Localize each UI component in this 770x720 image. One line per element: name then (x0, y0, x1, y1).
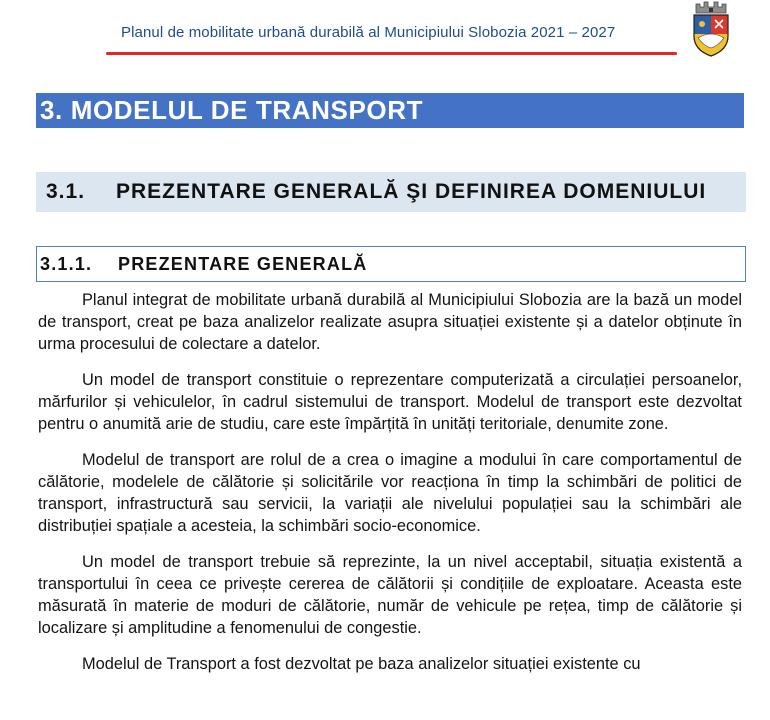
subsubsection-title: PREZENTARE GENERALĂ (118, 254, 368, 274)
paragraph: Planul integrat de mobilitate urbană durabilă al Municipiului Slobozia are la bază un model de transport, creat pe baza analizelor realizate asupra situației existente și a datelor obținute în urma procesului de colectare a datelor. (38, 291, 742, 353)
body-text (38, 289, 742, 689)
paragraph: Modelul de Transport a fost dezvoltat pe baza analizelor situației existente cu (82, 655, 641, 673)
header-underline (106, 52, 677, 55)
subsubsection-number: 3.1.1. (40, 254, 93, 274)
subsection-heading (36, 172, 746, 212)
slobozia-coat-of-arms-icon (688, 0, 734, 58)
section-heading: 3. MODELUL DE TRANSPORT (36, 93, 744, 128)
paragraph: Un model de transport trebuie să reprezinte, la un nivel acceptabil, situația existentă a transportului în ceea ce privește cererea de călătorii și condițiile de exploatare. Aceasta este măsurată în materie de moduri de călătorie, număr de vehicule pe rețea, timp de călătorie și localizare și amplitudine a fenomenului de congestie. (38, 553, 742, 637)
paragraph: Modelul de transport are rolul de a crea o imagine a modului în care comportamentul de călătorie, modelele de călătorie și solicitările vor reacționa în timp la schimbări de politici de transport, infrastructură sau servicii, la variații ale nivelului populației sau la schimbări ale distribuției spațiale a acesteia, la schimbări socio-economice. (38, 451, 742, 535)
subsection-number: 3.1. (46, 180, 86, 203)
paragraph: Un model de transport constituie o reprezentare computerizată a circulației persoanelor, mărfurilor și vehiculelor, în cadrul sistemului de transport. Modelul de transport este dezvoltat pentru o anumită arie de studiu, care este împărțită în unități teritoriale, denumite zone. (38, 371, 742, 433)
document-header-title: Planul de mobilitate urbană durabilă al Municipiului Slobozia 2021 – 2027 (121, 24, 616, 41)
subsection-title: PREZENTARE GENERALĂ ŞI DEFINIREA DOMENIULUI (116, 180, 707, 203)
subsubsection-heading (36, 246, 746, 282)
